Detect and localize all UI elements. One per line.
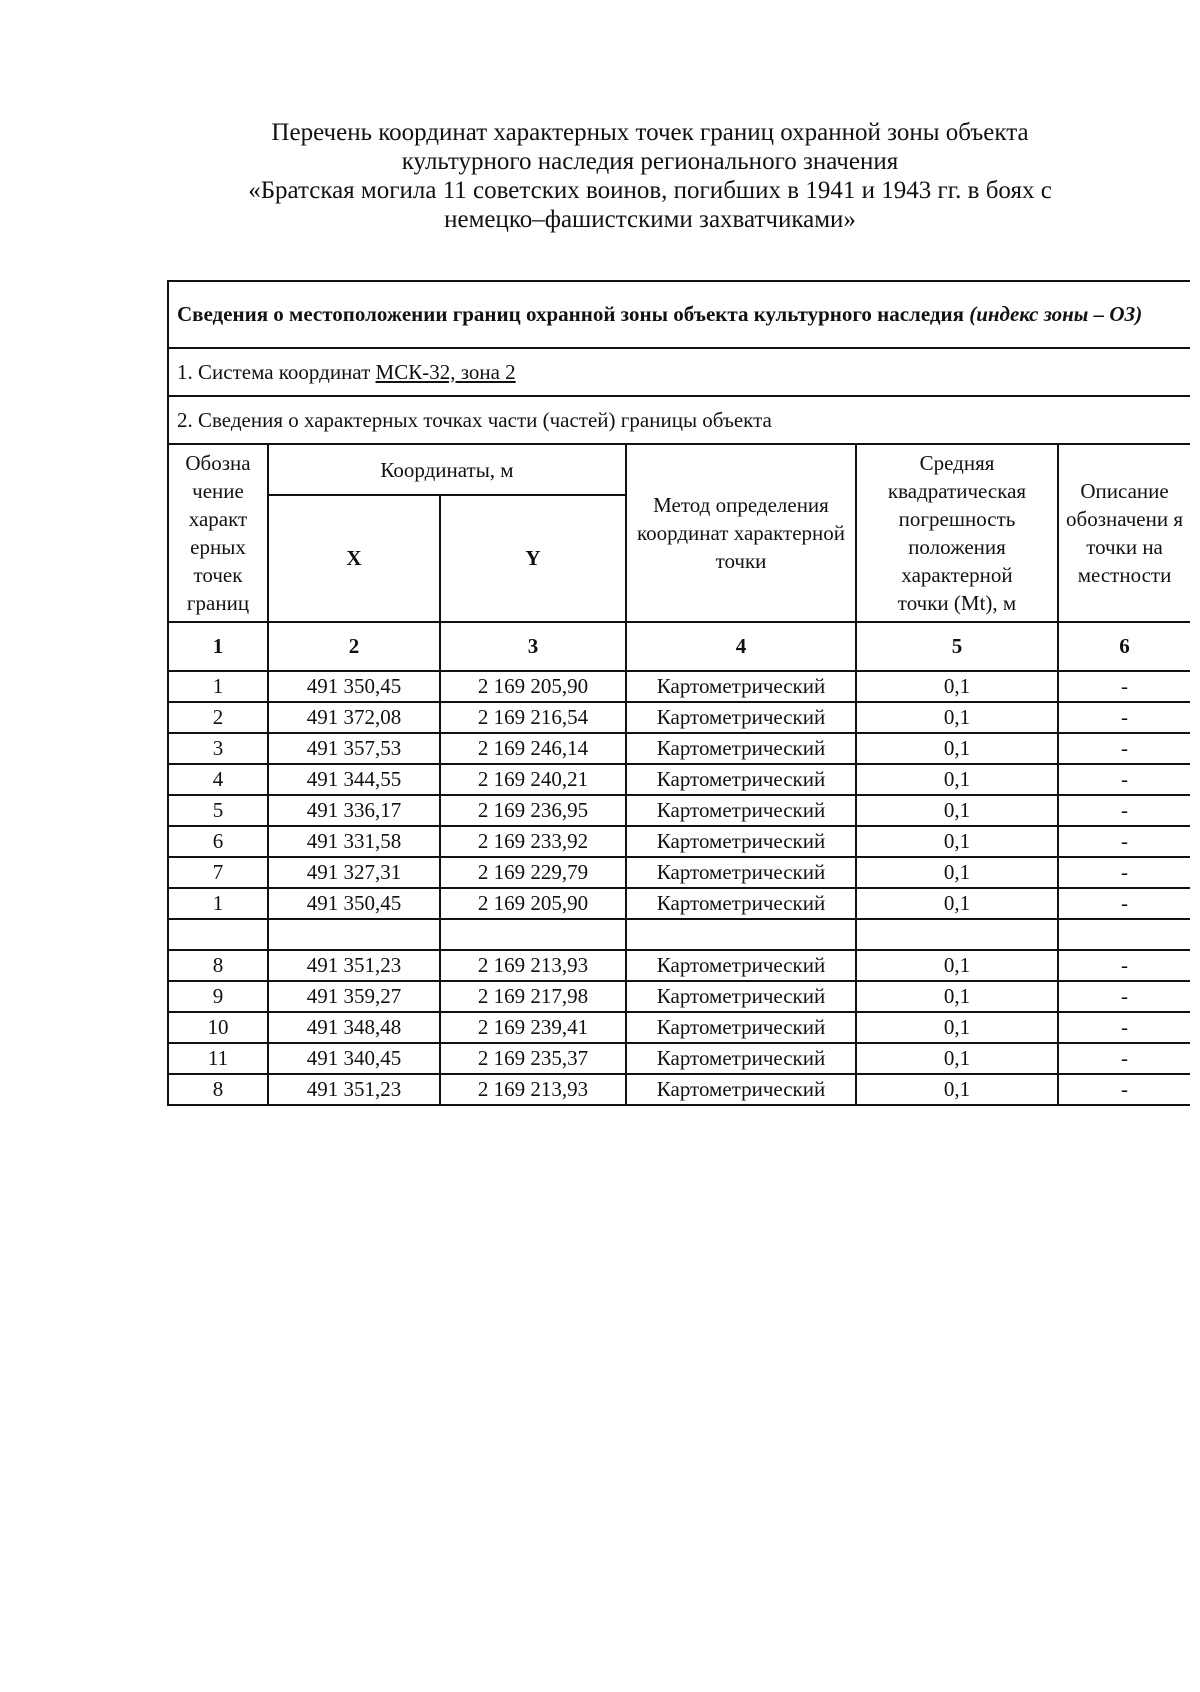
error-cell: 0,1 — [856, 857, 1058, 888]
error-cell: 0,1 — [856, 1043, 1058, 1074]
empty-cell — [1058, 919, 1190, 950]
description-cell: - — [1058, 1012, 1190, 1043]
table-row — [168, 857, 1190, 888]
method-cell: Картометрический — [626, 1012, 856, 1043]
description-cell: - — [1058, 950, 1190, 981]
method-cell: Картометрический — [626, 702, 856, 733]
error-cell: 0,1 — [856, 888, 1058, 919]
method-cell: Картометрический — [626, 981, 856, 1012]
table-row — [168, 1012, 1190, 1043]
error-cell: 0,1 — [856, 1074, 1058, 1105]
header-point-designation: Обозна чение характ ерных точек границ — [168, 444, 268, 622]
x-cell: 491 351,23 — [268, 950, 440, 981]
zone-index: (индекс зоны – ОЗ) — [969, 302, 1143, 326]
column-number: 5 — [856, 622, 1058, 671]
table-row — [168, 826, 1190, 857]
error-cell: 0,1 — [856, 826, 1058, 857]
point-cell: 9 — [168, 981, 268, 1012]
title-line: культурного наследия регионального значения — [401, 148, 899, 175]
empty-cell — [856, 919, 1058, 950]
error-cell: 0,1 — [856, 702, 1058, 733]
method-cell: Картометрический — [626, 888, 856, 919]
point-cell: 3 — [168, 733, 268, 764]
table-row — [168, 1074, 1190, 1105]
method-cell: Картометрический — [626, 764, 856, 795]
point-cell: 4 — [168, 764, 268, 795]
error-cell: 0,1 — [856, 671, 1058, 702]
point-cell: 1 — [168, 671, 268, 702]
error-cell: 0,1 — [856, 981, 1058, 1012]
header-coordinates: Координаты, м — [268, 444, 626, 495]
title-line: «Братская могила 11 советских воинов, погибших в 1941 и 1943 гг. в боях с — [248, 177, 1052, 204]
zone-info-cell — [168, 281, 1190, 348]
header-method: Метод определения координат характерной точки — [626, 444, 856, 622]
error-cell: 0,1 — [856, 795, 1058, 826]
empty-cell — [268, 919, 440, 950]
method-cell: Картометрический — [626, 1074, 856, 1105]
table-row — [168, 795, 1190, 826]
method-cell: Картометрический — [626, 795, 856, 826]
x-cell: 491 331,58 — [268, 826, 440, 857]
y-cell: 2 169 213,93 — [440, 1074, 626, 1105]
x-cell: 491 327,31 — [268, 857, 440, 888]
y-cell: 2 169 205,90 — [440, 888, 626, 919]
y-cell: 2 169 216,54 — [440, 702, 626, 733]
x-cell: 491 372,08 — [268, 702, 440, 733]
description-cell: - — [1058, 981, 1190, 1012]
title-line: Перечень координат характерных точек границ охранной зоны объекта — [271, 119, 1029, 146]
title-line: немецко–фашистскими захватчиками» — [444, 206, 856, 233]
method-cell: Картометрический — [626, 857, 856, 888]
points-info-text: 2. Сведения о характерных точках части (частей) границы объекта — [177, 407, 772, 432]
table-row — [168, 733, 1190, 764]
point-cell: 8 — [168, 950, 268, 981]
x-cell: 491 350,45 — [268, 671, 440, 702]
coordinate-system-value: МСК-32, зона 2 — [375, 359, 516, 384]
point-cell: 6 — [168, 826, 268, 857]
coordinate-system-label: 1. Система координат — [177, 359, 376, 384]
empty-cell — [440, 919, 626, 950]
empty-cell — [168, 919, 268, 950]
y-cell: 2 169 229,79 — [440, 857, 626, 888]
method-cell: Картометрический — [626, 826, 856, 857]
document-title — [150, 118, 1150, 234]
description-cell: - — [1058, 1043, 1190, 1074]
method-cell: Картометрический — [626, 950, 856, 981]
description-cell: - — [1058, 888, 1190, 919]
point-cell: 10 — [168, 1012, 268, 1043]
header-x: X — [268, 495, 440, 622]
y-cell: 2 169 235,37 — [440, 1043, 626, 1074]
table-row — [168, 764, 1190, 795]
x-cell: 491 340,45 — [268, 1043, 440, 1074]
error-cell: 0,1 — [856, 1012, 1058, 1043]
column-number: 4 — [626, 622, 856, 671]
y-cell: 2 169 246,14 — [440, 733, 626, 764]
column-number: 2 — [268, 622, 440, 671]
table-row — [168, 888, 1190, 919]
table-row — [168, 1043, 1190, 1074]
header-description: Описание обозначени я точки на местности — [1058, 444, 1190, 622]
point-cell: 7 — [168, 857, 268, 888]
error-cell: 0,1 — [856, 733, 1058, 764]
table-row — [168, 950, 1190, 981]
description-cell: - — [1058, 857, 1190, 888]
column-number: 3 — [440, 622, 626, 671]
separator-row — [168, 919, 1190, 950]
header-y: Y — [440, 495, 626, 622]
table-row — [168, 671, 1190, 702]
method-cell: Картометрический — [626, 733, 856, 764]
y-cell: 2 169 239,41 — [440, 1012, 626, 1043]
description-cell: - — [1058, 702, 1190, 733]
x-cell: 491 348,48 — [268, 1012, 440, 1043]
x-cell: 491 336,17 — [268, 795, 440, 826]
x-cell: 491 359,27 — [268, 981, 440, 1012]
y-cell: 2 169 236,95 — [440, 795, 626, 826]
method-cell: Картометрический — [626, 671, 856, 702]
x-cell: 491 344,55 — [268, 764, 440, 795]
column-number: 1 — [168, 622, 268, 671]
x-cell: 491 351,23 — [268, 1074, 440, 1105]
point-cell: 1 — [168, 888, 268, 919]
header-error: Средняя квадратическая погрешность положения характерной точки (Mt), м — [856, 444, 1058, 622]
y-cell: 2 169 233,92 — [440, 826, 626, 857]
error-cell: 0,1 — [856, 950, 1058, 981]
point-cell: 8 — [168, 1074, 268, 1105]
description-cell: - — [1058, 733, 1190, 764]
point-cell: 11 — [168, 1043, 268, 1074]
table-row — [168, 981, 1190, 1012]
description-cell: - — [1058, 671, 1190, 702]
empty-cell — [626, 919, 856, 950]
coordinates-table — [167, 280, 1190, 1106]
y-cell: 2 169 213,93 — [440, 950, 626, 981]
table-row — [168, 702, 1190, 733]
zone-info-text: Сведения о местоположении границ охранной зоны объекта культурного наследия — [177, 302, 970, 326]
point-cell: 2 — [168, 702, 268, 733]
point-cell: 5 — [168, 795, 268, 826]
x-cell: 491 357,53 — [268, 733, 440, 764]
points-info-cell — [168, 396, 1190, 444]
coordinate-system-cell — [168, 348, 1190, 396]
description-cell: - — [1058, 826, 1190, 857]
error-cell: 0,1 — [856, 764, 1058, 795]
y-cell: 2 169 205,90 — [440, 671, 626, 702]
description-cell: - — [1058, 764, 1190, 795]
description-cell: - — [1058, 1074, 1190, 1105]
y-cell: 2 169 217,98 — [440, 981, 626, 1012]
description-cell: - — [1058, 795, 1190, 826]
column-number: 6 — [1058, 622, 1190, 671]
x-cell: 491 350,45 — [268, 888, 440, 919]
method-cell: Картометрический — [626, 1043, 856, 1074]
y-cell: 2 169 240,21 — [440, 764, 626, 795]
